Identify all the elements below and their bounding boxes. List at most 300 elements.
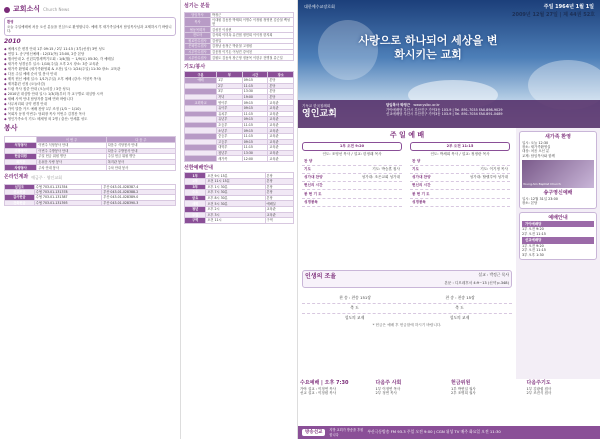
next-prayer [525, 379, 600, 397]
next-cell: 교육관 [265, 212, 293, 218]
news-item-text: 연말 1. 송구영신예배 : 12/31(목) 23:00, 2층 본당 [7, 51, 85, 56]
worship-order [298, 128, 516, 379]
prayer-cell: 교육관 [268, 122, 294, 128]
staff-names: 김정남 송정근 박윤철 고정원 [211, 44, 294, 50]
bullet-icon: ◆ [4, 111, 8, 116]
prayer-cell: 교육관 [268, 156, 294, 162]
bongsa-table [4, 136, 176, 171]
next-cell: 본당 [265, 195, 293, 201]
next-cell: 오후 1시 30분 [206, 184, 265, 190]
bullet-icon: ◆ [4, 71, 8, 76]
service-1-header: 1부 오전 9:20 [302, 142, 402, 151]
news-item-text: 목회자 동정 이번주: 당회장 목사 이번주 김경찬 목사 [7, 111, 86, 116]
staff-table [184, 12, 294, 61]
order-name: 기도 [412, 166, 419, 171]
staff-role: 목사 [185, 18, 211, 27]
next-label: 주일 [185, 212, 206, 218]
account-label: 감사헌금 [5, 195, 35, 200]
next-label: 새벽 [185, 201, 206, 207]
prayer2-rows [527, 387, 599, 396]
prayer-title: 기도/봉사 [184, 63, 206, 70]
prayer-cell: 교육관 [268, 134, 294, 140]
staff-title: 섬기는 분들 [184, 3, 210, 9]
order-item [302, 157, 402, 165]
closing-order [302, 294, 512, 327]
bongsa-col-header: 다 음 주 [106, 137, 175, 143]
prayer-cell: 교육관 [268, 145, 294, 151]
next-label: 청년 [185, 207, 206, 213]
weekday-columns [298, 379, 600, 397]
pastor-name: 담임목사 박정근 [386, 103, 411, 107]
next-host-row: 2부 정연 목사 [375, 391, 397, 396]
next-label: 1부 [185, 173, 206, 179]
prayer-cell: 2부 [217, 83, 243, 89]
news-item [4, 62, 176, 66]
next-label: 구역 [185, 218, 206, 224]
staff-row [185, 18, 294, 27]
next-cell: 구역 [265, 218, 293, 224]
prayer-cell: 소년부 [217, 128, 243, 134]
prayer-cell: 11:15 [242, 122, 268, 128]
prayer-cell: 초등부 [217, 122, 243, 128]
staff-role: 시무안수집사 [185, 55, 211, 61]
prayer-cell: 09:15 [242, 106, 268, 112]
account-table [4, 184, 176, 207]
order-item [410, 199, 510, 207]
prayer-cell: 09:15 [242, 128, 268, 134]
prayer-table [184, 71, 294, 162]
bullet-icon: ◆ [4, 91, 8, 96]
news-item-text: 다음 주일 예배 순서 및 봉사 안내 [7, 71, 57, 76]
guide-row: 2부 오전 11:15 [522, 231, 546, 236]
church-news-title: 교회소식 [13, 5, 41, 13]
prayer-cell: 유년부 [217, 117, 243, 123]
order-name: 성경봉독 [412, 199, 426, 204]
staff-role: 원로안수집사 [185, 38, 211, 44]
bongsa-cell: 이번주 식당봉사 안내 [37, 143, 106, 149]
church-info [386, 103, 596, 117]
guide-row: 3부 오후 1:30 [522, 252, 544, 257]
weekday-section [298, 379, 600, 439]
wed-row: 선교 설교 : 이정원 목사 [300, 391, 337, 396]
news-item [4, 82, 176, 86]
service-guide-box [519, 212, 597, 260]
order-detail: 성가대: 할렐루야 성가대 [469, 175, 508, 180]
prayer-cell: 09:15 [242, 100, 268, 106]
order-item [410, 182, 510, 190]
prayer-cell: 교육관 [268, 139, 294, 145]
prayer2-row: 2부 조진식 집사 [526, 391, 552, 396]
prayer-group [185, 156, 217, 162]
prayer-cell: 본당 [268, 78, 294, 84]
bongsa-row [5, 165, 176, 171]
prayer-cell: 유치부 [217, 111, 243, 117]
order-detail: 기도: 박승혼 집사 [372, 166, 400, 171]
news-item-text: 영인가족소식 기도: 배세영 외 2명 / 출산: 안세훈 성도 [7, 116, 88, 121]
photo-caption: Young-Sin Baptist Church [523, 182, 561, 187]
new-family-title: 새가족 환영 [545, 134, 571, 140]
logo-bar [298, 100, 600, 128]
year-end-line: 장소: 본당 [522, 201, 538, 206]
next-label: 3부 [185, 184, 206, 190]
account-number: 부산 043-01-028389-0 [102, 195, 176, 200]
hymn-1: 찬 송 : 찬송 151장 [339, 295, 371, 300]
year-end-lines [522, 197, 594, 206]
new-family-line: 대상: 처음 오신 분 [522, 149, 550, 154]
bullet-icon: ◆ [4, 116, 8, 121]
order-name: 봉 헌 기 도 [304, 191, 322, 196]
account-label: 선교헌금 [5, 189, 35, 194]
church-news-icon [4, 7, 10, 13]
church-news-header [4, 5, 176, 14]
year-end-line: 일시: 12월 31일 23:00 [522, 196, 558, 201]
prayer-col-header: 시간 [242, 72, 268, 78]
bongsa-cell: 복지관 봉사 [106, 159, 175, 165]
prayer-cell: 교육관 [268, 106, 294, 112]
denomination-label: 대한예수교장로회 [304, 4, 335, 9]
service-2-lead: 인도: 박세희 목사 / 설교: 정정란 목사 [430, 151, 490, 156]
account-number: 부산 043-01-028388-2 [102, 189, 176, 194]
wed-rows [300, 387, 372, 396]
next-host-row: 1부 이정연 목사 [375, 386, 401, 391]
logo-small: 기독교 한국침례회 [302, 104, 331, 108]
hymn-2: 찬 송 : 찬송 15장 [445, 295, 475, 300]
news-item-text: 사무처리회 규약 변경 안내 [7, 101, 47, 106]
new-family-lines [522, 141, 594, 159]
service-2 [410, 142, 510, 207]
next-cell: 본당 [265, 190, 293, 196]
order-name: 찬 양 [304, 158, 313, 163]
staff-role: 협동목회자 [185, 27, 211, 33]
prayer-cell: 교육관 [268, 100, 294, 106]
account-number: 수협 703-01-131378 [34, 189, 102, 194]
news-item-text: 제자훈련 신청 (오늘마감) [7, 81, 46, 86]
order-detail: 기도: 이기정 목사 [480, 166, 508, 171]
staff-names: 김성진 이상현 [211, 27, 294, 33]
prayer-cell: 본당 [268, 94, 294, 100]
next-cell: 오전 11시 [206, 218, 265, 224]
address-2: 선교예배당 부산시 부산진구 가야3동 103-9 | Tel. 891-7034 FAX.891-0489 [386, 112, 503, 117]
prayer-cell: 09:15 [242, 117, 268, 123]
guide-1-rows [522, 227, 594, 236]
prayer-cell: 저녁 [217, 94, 243, 100]
welcome-text: 오늘 주일예배에 처음 오신 분들을 진심으로 환영합니다. 예배 후 새가족실에서 담임목사님과 교제하시기 바랍니다. [7, 24, 172, 33]
address-1: 가야예배당 부산시 부산진구 가야3동 103-9 | Tel. 891-7035 FAX.898-9029 [386, 107, 503, 112]
order-name: 헌신의 시간 [412, 183, 431, 188]
bongsa-cell: 주일 헌금 위원 명단 [37, 154, 106, 160]
offering-row: 2부 조명희 권사 [451, 391, 476, 396]
prayer-col-header: 구분 [185, 72, 217, 78]
broadcast-bar [298, 426, 600, 439]
bongsa-cell: 이번주 주방봉사 안내 [37, 148, 106, 154]
news-item [4, 72, 176, 76]
next-cell: 오후 2시 [206, 207, 265, 213]
order-item [410, 174, 510, 182]
fellowship-2: 성도의 교제 [449, 314, 470, 320]
news-item-text: 가이 말씀 카드 예배 찬양 1부 조정 (1/3 ~ 1/10) [7, 106, 81, 111]
offering-note: * 헌금은 예배 후 헌금함에 하시기 바랍니다. [372, 322, 442, 327]
blessing-2: 축 도 [455, 304, 464, 310]
guide-2-rows [522, 244, 594, 257]
next-row [185, 218, 294, 224]
bongsa-label: 식당봉사 [5, 143, 37, 149]
church-news-subtitle: Church News [43, 6, 70, 12]
broadcast-text: 부산극동방송 FM 93.3 주일 오전 9:00 | CGN 위성 TV 매주 화요일 오전 11:30 [367, 429, 501, 435]
news-item [4, 87, 176, 91]
sermon-box [302, 270, 512, 288]
welcome-box [4, 17, 176, 36]
news-item [4, 97, 176, 101]
prayer-cell: 13:30 [242, 150, 268, 156]
worship-title: 주 일 예 배 [389, 131, 425, 139]
account-number: 부산 043-01-028387-4 [102, 184, 176, 189]
next-cell: 본당 [265, 179, 293, 185]
news-item [4, 92, 176, 96]
cover-panel [298, 0, 600, 439]
bongsa-col-header: 이 번 주 [37, 137, 106, 143]
offering-committee [449, 379, 525, 397]
prayer-group: 예배 [185, 78, 217, 84]
bullet-icon: ◆ [4, 61, 8, 66]
news-item-text: 드림 목사 집중 안내 (오늘마감 / 3층 성도) [7, 86, 71, 91]
side-column [516, 128, 600, 379]
church-slogan: 사랑으로 하나되어 세상을 변화시키는 교회 [358, 34, 498, 61]
news-item-text: 예배시간 변경 안내 1부 09:15 / 2부 11:15 / 3부(선샹) 3번 성도 [7, 46, 106, 51]
staff-names: 김석희 이미옥 유진엽 정민희 이이정 한지희 [211, 33, 294, 39]
news-item [4, 102, 176, 106]
order-name: 성가대 찬양 [412, 175, 431, 180]
prayer-cell: 3부 [217, 89, 243, 95]
account-label: 십일조 [5, 184, 35, 189]
offering-row: 1부 박헌일 권사 [451, 386, 476, 391]
bullet-icon: ◆ [4, 76, 8, 81]
bongsa-label: 차량봉사 [5, 165, 37, 171]
prayer-cell: 본당 [268, 83, 294, 89]
bongsa-cell: 손쉬운 사랑 봉사 [37, 159, 106, 165]
next-label: 금요 [185, 195, 206, 201]
news-item [4, 77, 176, 81]
next-host [374, 379, 450, 397]
news-item [4, 107, 176, 111]
prayer-cell: 대학부 [217, 145, 243, 151]
offering-rows [451, 387, 523, 396]
prayer-cell: 1부 [217, 78, 243, 84]
next-cell: 본당 [265, 184, 293, 190]
account-number: 수협 703-01-131354 [34, 184, 102, 189]
bullet-icon: ◆ [4, 46, 8, 51]
order-name: 찬 양 [412, 158, 421, 163]
online-title: 온라인계좌 [4, 174, 29, 181]
guide-1-label: 가야예배당 [522, 221, 594, 227]
cover-hero [298, 0, 600, 128]
prayer-cell: 12:00 [242, 156, 268, 162]
bongsa-label: 주방봉사 [5, 148, 37, 154]
next-cell: 오후 3시 [206, 212, 265, 218]
next-cell: 오전 11시 15분 [206, 179, 265, 185]
bullet-icon: ◆ [4, 56, 8, 61]
year-label: 2010 [4, 38, 21, 46]
bongsa-cell: 다음주 주방봉사 안내 [106, 148, 175, 154]
guide-row: 1부 오전 9:20 [522, 227, 544, 232]
new-family-line: 일시: 오늘 12:30 [522, 140, 549, 145]
blessing-1: 축 도 [350, 304, 359, 310]
next-label: 수요 [185, 190, 206, 196]
year-end-title: 송구영신예배 [543, 190, 573, 197]
news-item-text: 새가족 환영회 (새가족환영회 & 오찬) 일시: 1/24(주일) 11:30 장소: 교육관 [7, 66, 121, 71]
issue-label: 주일 1964년 1월 1일 [543, 4, 594, 10]
broadcast-sub: 지방 교회가 방송을 후원합니다 [329, 428, 364, 437]
staff-role: 전도사 [185, 33, 211, 39]
prayer-cell: 새가족 [217, 156, 243, 162]
order-item [302, 166, 402, 174]
prayer-cell: 교육관 [268, 150, 294, 156]
next-cell: 예배실 [265, 201, 293, 207]
order-detail: 성가대: 조은교회 성가대 [361, 175, 400, 180]
bullet-icon: ◆ [4, 101, 8, 106]
nextweek-title: 선한예배안내 [184, 164, 213, 171]
next-cell: 오전 5시 30분 [206, 201, 265, 207]
new-family-line: 교제: 담임목사와 함께 [522, 153, 555, 158]
staff-role: 시무안수집사 [185, 49, 211, 55]
staff-names: 박정근 [211, 12, 294, 18]
service-1 [302, 142, 402, 207]
church-photo [522, 160, 594, 188]
website[interactable]: www.yslbc.or.kr [413, 103, 440, 107]
order-item [410, 166, 510, 174]
wed-row: 가야 설교 : 이정연 목사 [300, 386, 337, 391]
prayer-cell: 09:15 [242, 78, 268, 84]
news-item [4, 117, 176, 121]
account-label: 건축헌금 [5, 200, 35, 205]
next-rows [376, 387, 448, 396]
prayer-cell: 유아부 [217, 106, 243, 112]
guide-2-label: 선교예배당 [522, 237, 594, 243]
guide-row: 2부 오전 11:15 [522, 248, 546, 253]
order-item [410, 157, 510, 165]
prayer-cell: 중등부 [217, 134, 243, 140]
bullet-icon: ◆ [4, 51, 8, 56]
prayer-cell: 13:30 [242, 89, 268, 95]
staff-row [185, 55, 294, 61]
news-list [4, 47, 176, 122]
order-item [302, 190, 402, 198]
order-name: 봉 헌 기 도 [412, 191, 430, 196]
service-1-lead: 인도: 조영선 목사 / 설교: 한정래 목사 [322, 151, 382, 156]
next-worship-table [184, 172, 294, 223]
logo-text: 영인교회 [302, 108, 337, 119]
next-cell: 본당 [265, 173, 293, 179]
sermon-preacher: 설교 : 박정근 목사 [478, 272, 509, 277]
staff-role: 은퇴안수집사 [185, 44, 211, 50]
prayer-cell: 11:15 [242, 83, 268, 89]
news-item-text: 새해 사역 안내 담당자를 통해 연락 바랍니다 [7, 96, 74, 101]
order-item [410, 190, 510, 198]
news-item [4, 47, 176, 51]
prayer-cell: 09:15 [242, 139, 268, 145]
prayer-cell: 교육관 [268, 128, 294, 134]
new-family-line: 장소: 새가족환영실 [522, 144, 551, 149]
next-cell: 오전 9시 15분 [206, 173, 265, 179]
staff-role: 담임목사 [185, 12, 211, 18]
news-item [4, 67, 176, 71]
next-cell: 오후 7시 30분 [206, 190, 265, 196]
order-name: 성경봉독 [304, 199, 318, 204]
prayer-cell: 11:15 [242, 145, 268, 151]
bullet-icon: ◆ [4, 106, 8, 111]
sermon-title: 인생의 조율 [305, 273, 337, 280]
prayer-cell: 본당 [268, 89, 294, 95]
news-item-text: 제직 헌신 예배 일시: 1/17(주일) 오후 예배 (강사: 이천목 목사) [7, 76, 102, 81]
order-item [302, 199, 402, 207]
news-item-text: 2010년 대심방 안내 일시: 1/3(화)부터 각 교구별로 대심방 시작 [7, 91, 103, 96]
next-cell: 교육관 [265, 207, 293, 213]
order-name: 성가대 찬양 [304, 175, 323, 180]
prayer-cell: 청년부 [217, 150, 243, 156]
prayer-cell: 교육관 [268, 111, 294, 117]
guide-row: 1부 오전 9:20 [522, 243, 544, 248]
bongsa-cell: 다음주 식당봉사 안내 [106, 143, 175, 149]
prayer-cell: 11:15 [242, 134, 268, 140]
prayer-cell: 19:00 [242, 94, 268, 100]
prayer-col-header: 부 [217, 72, 243, 78]
account-number: 수협 703-01-131387 [34, 195, 102, 200]
news-item [4, 57, 176, 61]
staff-names: 김응정 이기돈 이성진 강석천 [211, 49, 294, 55]
bongsa-cell: 주차 안내 봉사 [37, 165, 106, 171]
order-item [302, 182, 402, 190]
news-item [4, 112, 176, 116]
staff-panel [180, 0, 298, 439]
bongsa-cell: 주일 헌금 위원 명단 [106, 154, 175, 160]
service-guide-title: 예배안내 [548, 214, 568, 221]
news-item-text: 새가족 성경공부 일시: 1/10(주일) 오후 2시 장소: 3층 교육관 [7, 61, 99, 66]
next-title: 다음주 사회 [375, 380, 402, 386]
next-label: 2부 [185, 179, 206, 185]
order-name: 헌신의 시간 [304, 183, 323, 188]
service-2-header: 2부 오전 11:15 [410, 142, 510, 151]
next-cell: 오후 8시 30분 [206, 195, 265, 201]
staff-names: 김원도 김동석 장근영 정용목 이한우 전병철 류근일 [211, 55, 294, 61]
news-item [4, 52, 176, 56]
online-note: 예금주 · 영인교회 [31, 174, 63, 180]
news-item-text: 행사안내 2. 신년특별새벽기도회 : 1/4(월) ~ 1/9(토) 05:30, 각 예배실 [7, 56, 114, 61]
account-number: 수협 703-01-131393 [34, 200, 102, 205]
prayer-cell: 영아부 [217, 100, 243, 106]
bulletin-date: 2009년 12월 27일 | 제 44권 52호 [512, 12, 595, 18]
offering-title: 헌금위원 [451, 380, 471, 386]
wed-title: 수요예배 | 오후 7:30 [300, 380, 349, 386]
church-logo [302, 104, 337, 120]
fellowship-1: 성도의 교제 [344, 314, 365, 320]
prayer2-row: 1부 김광섭 집사 [526, 386, 552, 391]
bongsa-title: 봉사 [4, 124, 18, 133]
prayer-group: 교회학교 [185, 100, 217, 106]
prayer2-title: 다음주기도 [526, 380, 551, 386]
prayer-cell: 11:15 [242, 111, 268, 117]
new-family-box [519, 131, 597, 209]
bongsa-label: 복지관 [5, 159, 37, 165]
wed-worship [298, 379, 374, 397]
bullet-icon: ◆ [4, 96, 8, 101]
order-name: 기도 [304, 166, 311, 171]
welcome-title: 환영 [7, 20, 14, 25]
bongsa-label: 헌금위원 [5, 154, 37, 160]
prayer-row [185, 156, 294, 162]
bullet-icon: ◆ [4, 86, 8, 91]
order-item [302, 174, 402, 182]
prayer-col-header: 장소 [268, 72, 294, 78]
bullet-icon: ◆ [4, 66, 8, 71]
